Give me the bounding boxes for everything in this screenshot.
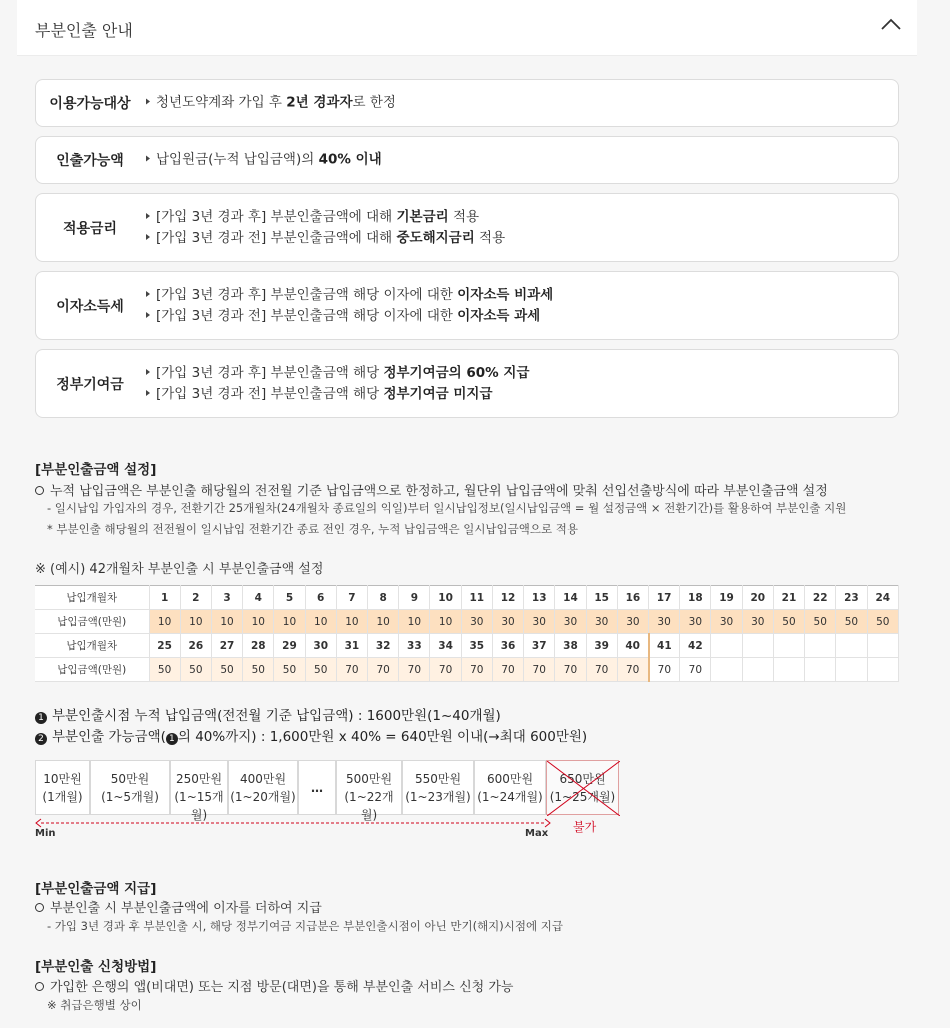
card-line: [가입 3년 경과 전] 부분인출금액에 대해 중도해지금리 적용 [146,228,505,249]
cross-out-icon [547,761,620,816]
triangle-bullet-icon [146,213,150,219]
table-cell [805,634,836,658]
triangle-bullet-icon [146,99,150,105]
table-cell [742,634,773,658]
step-period: (1~23개월) [405,790,471,804]
note-2: 2 부분인출 가능금액( 1 의 40%까지) : 1,600만원 x 40% = 640만원 이내(→최대 600만원) [35,725,587,745]
info-card-rate [35,193,899,262]
table-cell: 30 [586,610,617,634]
table-cell: 16 [617,586,648,610]
card-line: 청년도약계좌 가입 후 2년 경과자로 한정 [146,93,396,114]
table-cell: 10 [274,610,305,634]
card-label: 인출가능액 [56,153,124,169]
table-cell: 70 [555,658,586,682]
table-cell: 18 [680,586,711,610]
table-cell: 70 [430,658,461,682]
table-cell: 15 [586,586,617,610]
step-amount: 600만원 [486,772,534,786]
example-caption: ※ (예시) 42개월차 부분인출 시 부분인출금액 설정 [35,562,324,577]
table-cell: 10 [211,610,242,634]
section-title: 부분인출 안내 [35,21,133,40]
table-cell: 9 [399,586,430,610]
card-label: 적용금리 [62,220,118,237]
step-period: (1~22개월) [344,790,394,822]
table-cell: 50 [836,610,867,634]
table-cell: 10 [430,610,461,634]
note-1: 1 부분인출시점 누적 납입금액(전전월 기준 납입금액) : 1600만원(1~40개월) [35,704,501,724]
step-period: (1~15개월) [174,790,224,822]
table-cell [867,658,898,682]
step-period: (1~20개월) [230,790,296,804]
table-cell: 29 [274,634,305,658]
table-cell [836,634,867,658]
table-cell: 70 [649,658,680,682]
info-card-contribution [35,349,899,418]
step-amount: 650만원 [559,772,606,786]
table-cell: 50 [773,610,804,634]
card-label: 정부기여금 [56,376,124,393]
step-period: (1개월) [42,790,83,804]
table-cell: 8 [368,586,399,610]
table-cell: 35 [461,634,492,658]
row-header: 납입금액(만원) [35,658,149,682]
table-cell: 70 [368,658,399,682]
table-cell: 70 [461,658,492,682]
number-2-icon: 2 [35,733,47,745]
setting-sub-1: - 일시납입 가입자의 경우, 전환기간 25개월차(24개월차 종료일의 익일)부터 일시납입정보(일시납입금액 = 월 설정금액 × 전환기간)를 활용하여 부분인출 지원 [47,501,847,515]
table-cell: 50 [305,658,336,682]
range-min-label: Min [35,828,56,839]
table-cell: 10 [368,610,399,634]
table-row [35,610,899,634]
table-row [35,586,899,610]
card-line: [가입 3년 경과 전] 부분인출금액 해당 정부기여금 미지급 [146,384,530,405]
table-cell: 50 [149,658,180,682]
table-cell: 13 [524,586,555,610]
circle-bullet-icon [35,982,44,991]
table-cell: 38 [555,634,586,658]
step-period: (1~25개월) [549,790,616,804]
table-row [35,634,899,658]
table-cell: 23 [836,586,867,610]
step-box [336,760,402,822]
table-cell: 10 [243,610,274,634]
row-header: 납입금액(만원) [35,610,149,634]
table-cell [711,634,742,658]
payment-title: [부분인출금액 지급] [35,881,157,897]
table-cell: 30 [461,610,492,634]
table-cell: 42 [680,634,711,658]
table-cell: 40 [617,634,648,658]
table-cell: 6 [305,586,336,610]
step-not-allowed [546,760,619,815]
card-line: [가입 3년 경과 후] 부분인출금액 해당 이자에 대한 이자소득 비과세 [146,285,553,306]
triangle-bullet-icon [146,156,150,162]
table-cell: 4 [243,586,274,610]
step-box [228,760,298,815]
table-cell [867,634,898,658]
table-cell: 10 [305,610,336,634]
table-cell: 25 [149,634,180,658]
table-cell: 31 [336,634,367,658]
apply-title: [부분인출 신청방법] [35,959,157,975]
setting-sub-2: * 부분인출 해당월의 전전월이 일시납입 전환기간 종료 전인 경우, 누적 납입금액은 일시납입금액으로 적용 [47,522,578,536]
table-cell: 3 [211,586,242,610]
table-cell: 50 [274,658,305,682]
step-amount: 550만원 [414,772,462,786]
table-cell: 41 [649,634,680,658]
step-box [35,760,90,815]
table-cell: 30 [524,610,555,634]
table-cell: 5 [274,586,305,610]
setting-title: [부분인출금액 설정] [35,462,157,478]
card-line: 납입원금(누적 납입금액)의 40% 이내 [146,150,382,171]
table-cell: 7 [336,586,367,610]
table-cell: 10 [430,586,461,610]
step-amount: 50만원 [110,772,150,786]
table-cell [742,658,773,682]
chevron-up-icon[interactable] [879,13,903,37]
range-max-label: Max [525,828,549,839]
table-cell [711,658,742,682]
table-cell: 32 [368,634,399,658]
apply-bullet: 가입한 은행의 앱(비대면) 또는 지점 방문(대면)을 통해 부분인출 서비스 신청 가능 [35,976,513,995]
step-box [170,760,228,822]
table-cell: 14 [555,586,586,610]
table-cell: 30 [555,610,586,634]
row-header: 납입개월차 [35,634,149,658]
table-cell: 50 [805,610,836,634]
table-cell [836,658,867,682]
table-cell: 26 [180,634,211,658]
table-cell: 17 [649,586,680,610]
card-line: [가입 3년 경과 후] 부분인출금액 해당 정부기여금의 60% 지급 [146,363,530,384]
table-cell: 30 [680,610,711,634]
step-amount: 250만원 [175,772,223,786]
info-card-amount [35,136,899,184]
table-cell: 30 [305,634,336,658]
table-cell: 70 [336,658,367,682]
table-cell: 70 [399,658,430,682]
table-cell: 34 [430,634,461,658]
card-line: [가입 3년 경과 후] 부분인출금액에 대해 기본금리 적용 [146,207,505,228]
triangle-bullet-icon [146,312,150,318]
triangle-bullet-icon [146,390,150,396]
range-arrow-icon [35,818,551,828]
step-amount: 500만원 [345,772,393,786]
table-cell: 70 [617,658,648,682]
triangle-bullet-icon [146,369,150,375]
card-label: 이용가능대상 [49,96,131,112]
step-amount: 400만원 [239,772,287,786]
table-cell: 24 [867,586,898,610]
card-label: 이자소득세 [56,298,124,315]
step-period: (1~24개월) [477,790,543,804]
setting-bullet: 누적 납입금액은 부분인출 해당월의 전전월 기준 납입금액으로 한정하고, 월단위 납입금액에 맞춰 선입선출방식에 따라 부분인출금액 설정 [35,480,828,499]
step-box [90,760,170,815]
step-amount: 10만원 [43,772,82,786]
table-cell: 30 [617,610,648,634]
table-cell [773,634,804,658]
table-cell: 10 [180,610,211,634]
table-cell: 2 [180,586,211,610]
table-cell: 28 [243,634,274,658]
table-cell: 33 [399,634,430,658]
table-cell: 50 [243,658,274,682]
payment-bullet: 부분인출 시 부분인출금액에 이자를 더하여 지급 [35,897,322,916]
table-cell: 70 [586,658,617,682]
step-box [474,760,546,815]
table-cell: 21 [773,586,804,610]
info-card-eligibility [35,79,899,127]
table-cell: 10 [149,610,180,634]
table-cell: 36 [492,634,523,658]
table-cell: 27 [211,634,242,658]
step-amount: … [311,781,323,795]
table-cell: 30 [742,610,773,634]
accordion-header[interactable] [17,0,917,56]
payment-schedule-table [35,585,899,682]
table-cell: 11 [461,586,492,610]
number-1-icon: 1 [35,712,47,724]
info-card-tax [35,271,899,340]
table-cell: 50 [180,658,211,682]
step-box [402,760,474,815]
table-cell: 12 [492,586,523,610]
table-cell: 10 [399,610,430,634]
number-1-icon: 1 [166,733,178,745]
row-header: 납입개월차 [35,586,149,610]
triangle-bullet-icon [146,234,150,240]
not-allowed-label: 불가 [573,820,597,834]
table-cell [805,658,836,682]
table-cell: 30 [492,610,523,634]
table-cell: 50 [867,610,898,634]
triangle-bullet-icon [146,291,150,297]
table-cell: 70 [680,658,711,682]
table-cell: 1 [149,586,180,610]
table-cell: 50 [211,658,242,682]
step-period: (1~5개월) [101,790,159,804]
apply-sub: ※ 취급은행별 상이 [47,998,142,1012]
card-line: [가입 3년 경과 전] 부분인출금액 해당 이자에 대한 이자소득 과세 [146,306,553,327]
ellipsis-step [298,760,336,815]
circle-bullet-icon [35,903,44,912]
table-cell: 70 [492,658,523,682]
table-cell: 19 [711,586,742,610]
table-cell: 10 [336,610,367,634]
table-cell: 30 [649,610,680,634]
table-cell: 30 [711,610,742,634]
table-cell: 22 [805,586,836,610]
table-cell: 37 [524,634,555,658]
circle-bullet-icon [35,486,44,495]
table-cell: 20 [742,586,773,610]
table-cell: 70 [524,658,555,682]
payment-sub: - 가입 3년 경과 후 부분인출 시, 해당 정부기여금 지급분은 부분인출시점이 아닌 만기(해지)시점에 지급 [47,919,563,933]
table-cell [773,658,804,682]
table-cell: 39 [586,634,617,658]
table-row [35,658,899,682]
